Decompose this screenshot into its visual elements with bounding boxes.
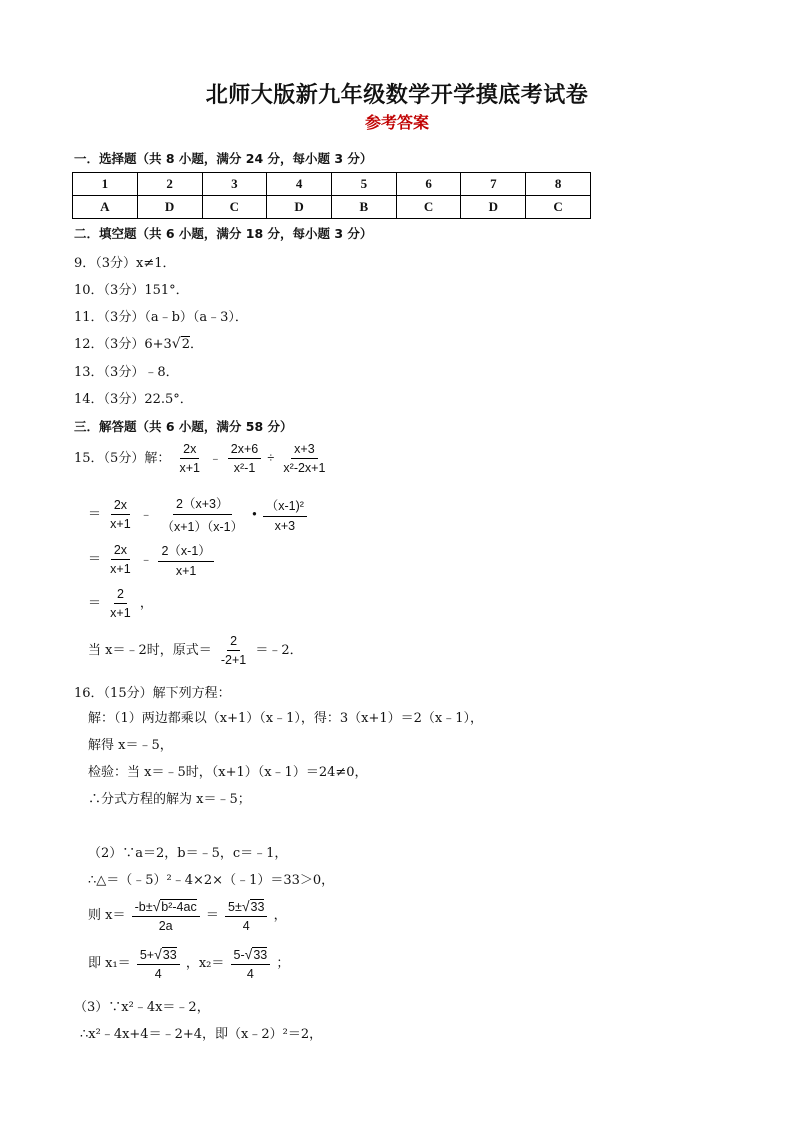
- table-cell: 2: [137, 173, 202, 196]
- q16-prefix: 16．（15分）解下列方程：: [74, 686, 231, 701]
- q16-part1-line: ∴分式方程的解为 x＝﹣5；: [88, 792, 251, 807]
- q15-line3: ＝ $\frac{2x}{x+1}$ ﹣ $\frac{2(x-1)}{x+1}$: [88, 541, 216, 578]
- section1-heading: 一．选择题（共 8 小题，满分 24 分，每小题 3 分）: [74, 151, 373, 166]
- table-cell: C: [202, 196, 267, 219]
- section3-heading: 三．解答题（共 6 小题，满分 58 分）: [74, 419, 293, 434]
- table-cell: 3: [202, 173, 267, 196]
- page-subtitle: 参考答案: [364, 113, 429, 132]
- q16-part2-line1: （2）∵a＝2，b＝﹣5，c＝﹣1，: [88, 846, 288, 861]
- fill-answer-11: 11．（3分）（a﹣b）（a﹣3）．: [74, 310, 248, 325]
- table-cell: 5: [332, 173, 397, 196]
- q16-part2-line2: ∴△＝（﹣5）²﹣4×2×（﹣1）＝33＞0，: [88, 873, 335, 888]
- table-cell: C: [526, 196, 591, 219]
- table-cell: B: [332, 196, 397, 219]
- table-cell: 8: [526, 173, 591, 196]
- table-cell: D: [267, 196, 332, 219]
- table-cell: 1: [73, 173, 138, 196]
- table-cell: C: [396, 196, 461, 219]
- fill-answer-10: 10．（3分）151°．: [74, 283, 189, 298]
- answer-table: [72, 172, 591, 219]
- answer-table-header-row: [73, 173, 591, 196]
- fill-answer-12: 12．（3分）6+3√2．: [74, 336, 203, 352]
- table-cell: D: [137, 196, 202, 219]
- page-title: 北师大版新九年级数学开学摸底考试卷: [205, 83, 589, 108]
- q15-line2: ＝ $\frac{2x}{x+1}$ ﹣ $\frac{2(x+3)}{(x+1)(x-1)}$ • $\frac{\text{（x-1)²}}{x+3}$: [88, 494, 309, 535]
- q15-line1: 15．（5分）解： $\frac{2x}{x+1}$ ﹣ $\frac{2x+6}{\text{x²-1}}$ ÷ $\frac{x+3}{\text{x²-2x+1}}$: [74, 442, 326, 475]
- section2-heading: 二．填空题（共 6 小题，满分 18 分，每小题 3 分）: [74, 226, 373, 241]
- table-cell: 4: [267, 173, 332, 196]
- table-cell: A: [73, 196, 138, 219]
- answer-table-answer-row: [73, 196, 591, 219]
- q15-line5: 当 x＝﹣2时，原式＝ $\frac{2}{-2+1}$ ＝﹣2．: [88, 634, 303, 667]
- table-cell: D: [461, 196, 526, 219]
- q16-part1-line: 检验：当 x＝﹣5时，（x+1）（x﹣1）＝24≠0，: [88, 765, 368, 780]
- fill-answer-9: 9．（3分）x≠1．: [74, 256, 176, 271]
- table-cell: 6: [396, 173, 461, 196]
- q16-part2-line4: 即 x₁＝ $\frac{5+√33}{4}$ ，x₂＝ $\frac{5-√33}{4}$ ；: [88, 946, 290, 981]
- q16-part1-line: 解得 x＝﹣5，: [88, 738, 173, 753]
- q15-line4: ＝ $\frac{2}{x+1}$ ，: [88, 587, 153, 620]
- q16-part3-line2: ∴x²﹣4x+4＝﹣2+4，即（x﹣2）²＝2，: [80, 1027, 323, 1042]
- q16-part1-line: 解：（1）两边都乘以（x+1）（x﹣1），得：3（x+1）＝2（x﹣1），: [88, 711, 484, 726]
- q16-part2-line3: 则 x＝ $\frac{\text{-b±√b²-4ac}}{2a}$ ＝ $\frac{5\pm√33}{4}$ ，: [88, 898, 287, 933]
- fill-answer-14: 14．（3分）22.5°．: [74, 392, 193, 407]
- q16-part3-line1: （3）∵x²﹣4x＝﹣2，: [74, 1000, 210, 1015]
- fill-answer-13: 13．（3分）﹣8．: [74, 365, 179, 380]
- table-cell: 7: [461, 173, 526, 196]
